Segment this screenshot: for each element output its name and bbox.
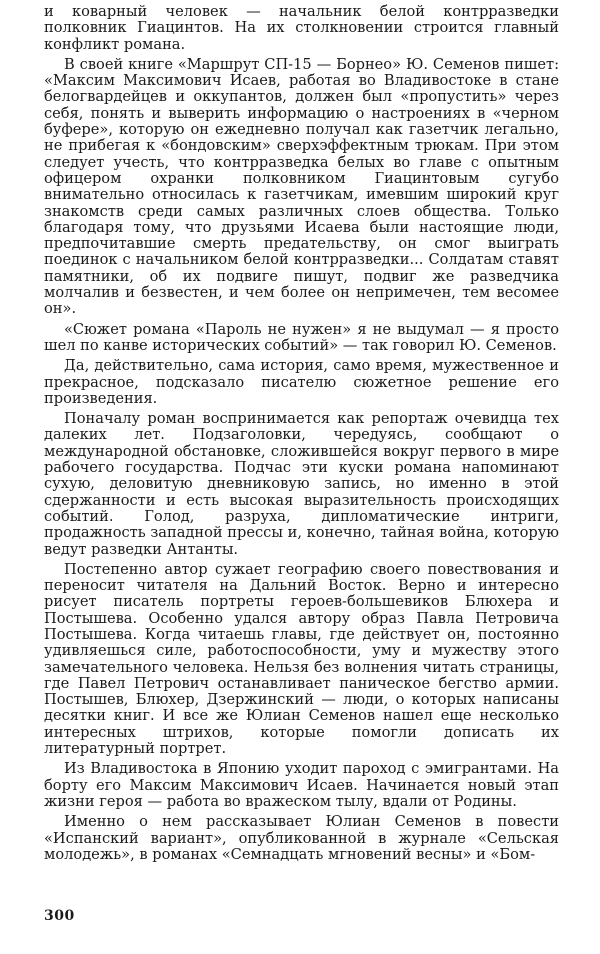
body-text <box>44 4 559 867</box>
paragraph-continuation: и коварный человек — начальник белой контрразведки полковник Гиацинтов. На их столкновении строится главный конфликт романа. <box>44 3 559 53</box>
paragraph-japan: Из Владивостока в Японию уходит пароход с эмигрантами. На борту его Максим Максимович Исаев. Начинается новый этап жизни героя — работа во вражеском тылу, вдали от Родины. <box>44 760 559 810</box>
paragraph-plot-source: «Сюжет романа «Пароль не нужен» я не выдумал — я просто шел по канве исторических событий» — так говорил Ю. Семенов. <box>44 320 559 354</box>
paragraph-spanish-variant: Именно о нем рассказывает Юлиан Семенов в повести «Испанский вариант», опубликованной в журнале «Сельская молодежь», в романах «Семнадцать мгновений весны» и «Бом- <box>44 813 559 863</box>
paragraph-quote-marshrut: В своей книге «Маршрут СП-15 — Борнео» Ю. Семенов пишет: «Максим Максимович Исаев, работая во Владивостоке в стане белогвардейцев и оккупантов, должен был «пропустить» через себя, понять и выверить информацию о настроениях в «черном буфере», которую он ежедневно получал как газетчик легально, не прибегая к «бондовским» сверхэффектным трюкам. При этом следует учесть, что контрразведка белых во главе с опытным офицером охранки полковником Гиацинтовым сугубо внимательно относилась к газетчикам, имевшим широкий круг знакомств среди самых различных слоев общества. Только благодаря тому, что друзьями Исаева были настоящие люди, предпочитавшие смерть предательству, он смог выиграть поединок с начальником белой контрразведки... Солдатам ставят памятники, об их подвиге пишут, подвиг же разведчика молчалив и безвестен, и чем более он непримечен, тем весомее он». <box>44 55 559 318</box>
paragraph-far-east: Постепенно автор сужает географию своего повествования и переносит читателя на Дальний Восток. Верно и интересно рисует писатель портреты героев-большевиков Блюхера и Постышева. Особенно удался автору образ Павла Петровича Постышева. Когда читаешь главы, где действует он, постоянно удивляешься силе, работоспособности, уму и мужеству этого замечательного человека. Нельзя без волнения читать страницы, где Павел Петрович останавливает паническое бегство армии. Постышев, Блюхер, Дзержинский — люди, о которых написаны десятки книг. И все же Юлиан Семенов нашел еще несколько интересных штрихов, которые помогли дописать их литературный портрет. <box>44 560 559 758</box>
paragraph-reportage: Поначалу роман воспринимается как репортаж очевидца тех далеких лет. Подзаголовки, чередуясь, сообщают о международной обстановке, сложившейся вокруг первого в мире рабочего государства. Подчас эти куски романа напоминают сухую, деловитую дневниковую запись, но именно в этой сдержанности и есть высокая выразительность происходящих событий. Голод, разруха, дипломатические интриги, продажность западной прессы и, конечно, тайная война, которую ведут разведки Антанты. <box>44 410 559 558</box>
page-number: 300 <box>44 908 75 924</box>
paragraph-history: Да, действительно, сама история, само время, мужественное и прекрасное, подсказало писателю сюжетное решение его произведения. <box>44 357 559 407</box>
